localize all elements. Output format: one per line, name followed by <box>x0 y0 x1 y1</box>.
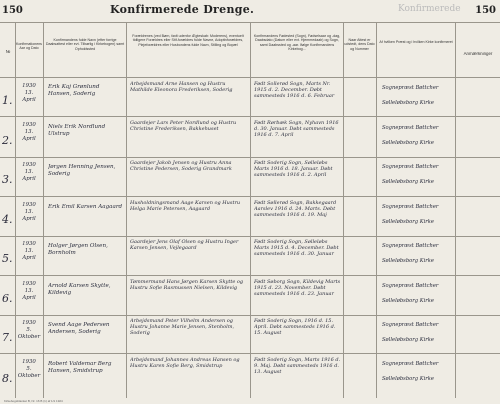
attest <box>346 164 375 192</box>
officiant-church: Sølleløbsborg Kirke <box>382 298 434 304</box>
attest <box>346 84 375 112</box>
confirmation-month: April <box>22 175 36 182</box>
confirmation-day: 5. <box>26 326 32 333</box>
parents: Tømmermand Hans Jørgen Karsen Skytte og Hustru Sofie Rasmussen Nielsen, Kildevig <box>130 279 244 292</box>
confirmation-year: 1930 <box>22 83 36 89</box>
confirmation-year: 1930 <box>22 359 36 365</box>
confirmation-date <box>16 241 42 261</box>
row-number: 1. <box>2 94 13 107</box>
parents: Gaardejer Jakob Jensen og Hustru Anna Christine Pedersen, Soderig Grandmark <box>130 160 232 173</box>
officiant-church: Sølleløbsborg Kirke <box>382 376 434 382</box>
confirmation-month: April <box>22 254 36 261</box>
confirmation-year: 1930 <box>22 122 36 128</box>
confirmand-name: Jørgen Henning Jensen, Soderig <box>48 164 116 177</box>
confirmation-month: April <box>22 215 36 222</box>
confirmation-month: Oktober <box>17 333 41 340</box>
birth-baptism: Født Soderig Sogn, Sølleløbs Marts 1916 d. 18. Januar. Døbt sammesteds 1916 d. 2. April <box>254 160 333 179</box>
officiant-priest: Sognepræst Bøttcher <box>382 125 439 131</box>
column-header-attest: Naar Attest er udstedt, dens Dato og Nummer <box>344 38 375 51</box>
remarks <box>458 204 498 232</box>
confirmation-month: April <box>22 294 36 301</box>
confirmation-year: 1930 <box>22 202 36 208</box>
remarks <box>458 84 498 112</box>
confirmand-name: Erik Kaj Grønlund Hansen, Soderig <box>48 84 100 97</box>
confirmation-date <box>16 202 42 222</box>
row-number: 6. <box>2 292 13 305</box>
row-divider <box>0 22 500 23</box>
officiant <box>382 121 454 155</box>
row-number: 5. <box>2 252 13 265</box>
officiant-priest: Sognepræst Bøttcher <box>382 164 439 170</box>
parents: Arbejdsmand Arne Hansen og Hustru Mathilde Eleonora Frederiksen, Soderig <box>130 81 233 94</box>
confirmand-name: Holger Jørgen Olsen, Bornholm <box>48 243 108 256</box>
confirmand-name: Erik Emil Karsen Aagaard <box>48 204 123 210</box>
confirmation-month: April <box>22 96 36 103</box>
column-divider <box>250 22 251 398</box>
confirmand-name: Robert Valdemar Berg Hansen, Smidstrup <box>48 361 112 374</box>
form-footer: Kirkebogsblanket B, Nr. 16 B (1) af 1/1 1924 <box>4 399 63 403</box>
column-header-birth: Konfirmandens Fødested (Sogn), Fødselsaar og -dag, Daabsdato (Datum eller evt. Hjemmedaab) og Sogn, samt Daabssted og -aar. Ifølge Konfirmandens Kirkebog... <box>253 34 341 51</box>
bleed-through-text: Konfirmerede <box>398 4 461 14</box>
officiant-church: Sølleløbsborg Kirke <box>382 258 434 264</box>
row-divider <box>0 315 500 316</box>
column-header-remarks: Anmærkninger <box>463 52 493 56</box>
birth-baptism: Født Søllerød Sogn, Bakkegaard Aarslev 1916 d. 24. Marts. Døbt sammesteds 1916 d. 19. Maj <box>254 200 337 219</box>
officiant-priest: Sognepræst Bøttcher <box>382 85 439 91</box>
page-number-left: 150 <box>2 5 23 16</box>
birth-baptism: Født Soderig Sogn, Sølleløbs Marts 1915 d. 4. December. Døbt sammesteds 1916 d. 30. Januar <box>254 239 339 258</box>
confirmation-year: 1930 <box>22 241 36 247</box>
row-number: 3. <box>2 173 13 186</box>
confirmation-year: 1930 <box>22 320 36 326</box>
birth-baptism: Født Soderig Sogn, 1916 d. 15. April. Døbt sammesteds 1916 d. 15. August <box>254 318 336 337</box>
officiant-church: Sølleløbsborg Kirke <box>382 337 434 343</box>
confirmation-day: 13. <box>24 128 34 135</box>
officiant-church: Sølleløbsborg Kirke <box>382 100 434 106</box>
officiant <box>382 239 454 273</box>
parents: Husholdningsmand Aage Karsen og Hustru Helga Marie Petersen, Aagaard <box>130 200 241 213</box>
column-header-number: № <box>5 50 11 54</box>
confirmation-day: 13. <box>24 89 34 96</box>
attest <box>346 124 375 152</box>
officiant-priest: Sognepræst Bøttcher <box>382 243 439 249</box>
officiant-church: Sølleløbsborg Kirke <box>382 219 434 225</box>
confirmation-date <box>16 83 42 103</box>
remarks <box>458 361 498 391</box>
officiant-church: Sølleløbsborg Kirke <box>382 179 434 185</box>
page-title: Konfirmerede Drenge. <box>110 3 255 16</box>
birth-baptism: Født Rørbæk Sogn, Nyhavn 1916 d. 30. Januar. Døbt sammesteds 1916 d. 7. April <box>254 120 339 139</box>
remarks <box>458 283 498 311</box>
confirmation-date <box>16 281 42 301</box>
column-header-priest: Af hvilken Præst og i hvilken Kirke konfirmeret <box>379 40 453 44</box>
officiant-priest: Sognepræst Bøttcher <box>382 361 439 367</box>
confirmation-month: April <box>22 135 36 142</box>
officiant <box>382 160 454 194</box>
confirmation-day: 13. <box>24 168 34 175</box>
column-header-name: Konfirmandens fulde Navn (efter forrige Daabsattest eller evt. Tilbørlig i Kirkebogen) samt Opholdssted <box>45 38 125 51</box>
remarks <box>458 124 498 152</box>
attest <box>346 243 375 271</box>
row-number: 4. <box>2 213 13 226</box>
row-divider <box>0 275 500 276</box>
confirmation-date <box>16 359 42 379</box>
confirmation-date <box>16 162 42 182</box>
row-number: 8. <box>2 372 13 385</box>
row-number: 7. <box>2 331 13 344</box>
officiant-priest: Sognepræst Bøttcher <box>382 283 439 289</box>
remarks <box>458 322 498 350</box>
column-divider <box>126 22 127 398</box>
confirmation-year: 1930 <box>22 281 36 287</box>
confirmation-month: Oktober <box>17 372 41 379</box>
column-header-date: Konfirmationens Aar og Dato <box>16 42 42 51</box>
remarks <box>458 243 498 271</box>
row-divider <box>0 236 500 237</box>
attest <box>346 283 375 311</box>
confirmand-name: Arnold Karsen Skytte, Kildevig <box>48 283 111 296</box>
row-number: 2. <box>2 134 13 147</box>
officiant <box>382 357 454 393</box>
column-header-parents: Forældrenes (ved Børn, født udenfor Ægteskab: Moderens), eventuelt tidligere Forældres eller Stif-forældres fulde Navne, Adoptivforældres, Plejeforældres eller Husbondens fulde Navn, Stilling og Bopæl <box>132 34 244 47</box>
parents: Arbejdsmand Peter Vilhelm Andersen og Hustru Johanne Marie Jensen, Stenholm, Soderig <box>130 318 235 337</box>
confirmation-year: 1930 <box>22 162 36 168</box>
confirmation-date <box>16 320 42 340</box>
page-number-right: 150 <box>475 5 496 16</box>
column-divider <box>455 22 456 398</box>
row-divider <box>0 157 500 158</box>
birth-baptism: Født Sollerød Sogn, Marts Nr. 1915 d. 2. December. Døbt sammesteds 1916 d. 6. Februar <box>254 81 335 100</box>
confirmand-name: Svend Aage Pedersen Andersen, Soderig <box>48 322 110 335</box>
officiant <box>382 279 454 313</box>
attest <box>346 322 375 350</box>
remarks <box>458 164 498 192</box>
header-divider <box>0 77 500 78</box>
officiant-priest: Sognepræst Bøttcher <box>382 204 439 210</box>
row-divider <box>0 116 500 117</box>
column-divider <box>376 22 377 398</box>
parents: Gaardejer Jens Olaf Olsen og Hustru Inger Karsen Jensen, Vejlegaard <box>130 239 239 252</box>
confirmation-date <box>16 122 42 142</box>
row-divider <box>0 353 500 354</box>
birth-baptism: Født Soderig Sogn, Marts 1916 d. 9. Maj. Døbt sammesteds 1916 d. 13. August <box>254 357 341 376</box>
row-divider <box>0 196 500 197</box>
birth-baptism: Født Søborg Sogn, Kildevig Marts 1915 d. 23. November. Døbt sammesteds 1916 d. 23. Januar <box>254 279 341 298</box>
column-divider <box>343 22 344 398</box>
column-divider <box>43 22 44 398</box>
officiant <box>382 318 454 351</box>
confirmation-day: 13. <box>24 247 34 254</box>
confirmand-name: Niels Erik Nordlund Ulstrup <box>48 124 106 137</box>
officiant-priest: Sognepræst Bøttcher <box>382 322 439 328</box>
confirmation-day: 5. <box>26 365 32 372</box>
officiant <box>382 200 454 234</box>
officiant <box>382 81 454 115</box>
parents: Arbejdsmand Johannes Andreas Hansen og Hustru Karen Sofie Berg, Smidstrup <box>130 357 240 370</box>
officiant-church: Sølleløbsborg Kirke <box>382 140 434 146</box>
attest <box>346 204 375 232</box>
confirmation-day: 13. <box>24 287 34 294</box>
attest <box>346 361 375 391</box>
parents: Gaardejer Lars Peter Nordlund og Hustru Christine Frederiksen, Bakkehuset <box>130 120 237 133</box>
confirmation-day: 13. <box>24 208 34 215</box>
